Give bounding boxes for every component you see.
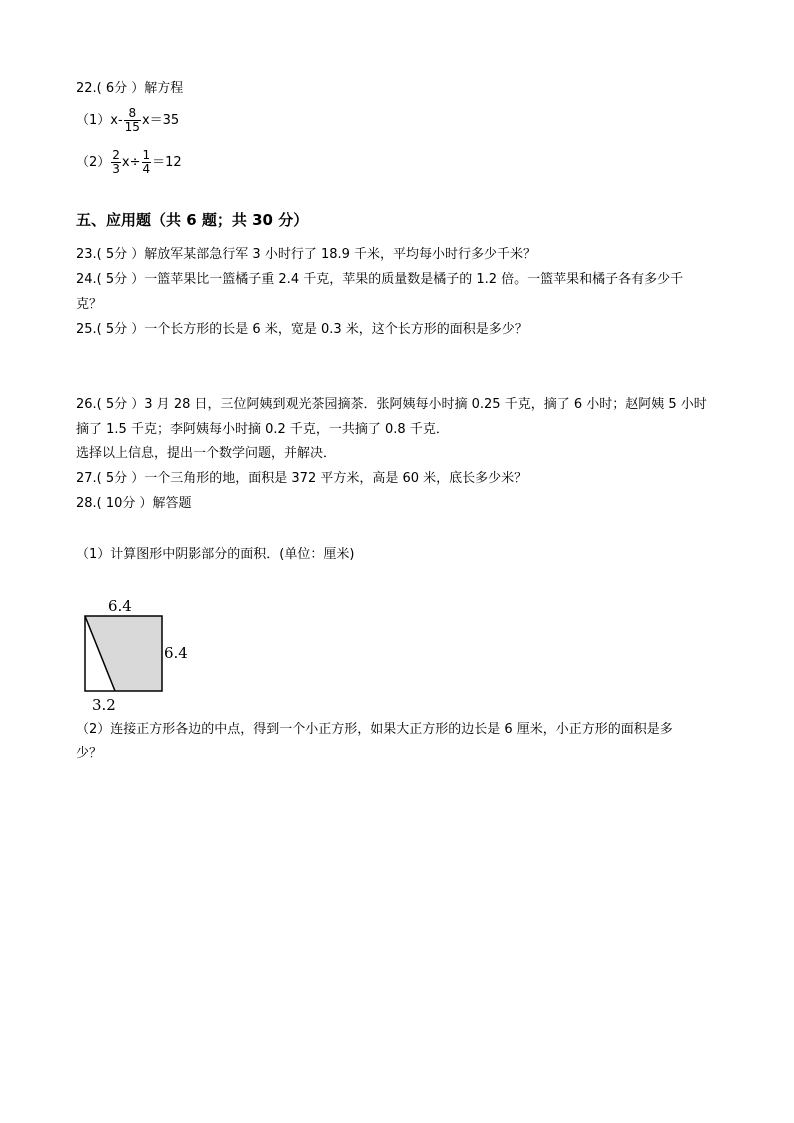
right-side-label: 6.4 <box>164 644 188 662</box>
eq1-label: （1）x- <box>76 113 123 128</box>
q28-part2-text-line2: 少？ <box>76 746 103 761</box>
eq2-label: （2） <box>76 155 111 170</box>
fraction-2-3: $\frac{2}{3}$ <box>112 148 120 176</box>
q28-part2-text-line1: （2）连接正方形各边的中点，得到一个小正方形，如果大正方形的边长是 6 厘米，小正方形的面积是多 <box>76 722 673 737</box>
shaded-region <box>85 616 162 691</box>
q26-text-line1: 26.( 5分 ）3 月 28 日，三位阿姨到观光茶园摘茶．张阿姨每小时摘 0.25 千克，摘了 6 小时；赵阿姨 5 小时 <box>76 397 707 412</box>
bottom-segment-label: 3.2 <box>92 696 116 714</box>
section-5-title: 五、应用题（共 6 题；共 30 分） <box>76 211 309 229</box>
q27-text: 27.( 5分 ）一个三角形的地，面积是 372 平方米，高是 60 米，底长多少米？ <box>76 471 528 486</box>
eq1-tail: x＝35 <box>141 113 180 128</box>
fraction-8-15: $\frac{8}{15}$ <box>124 106 140 134</box>
q23-text: 23.( 5分 ）解放军某部急行军 3 小时行了 18.9 千米，平均每小时行多少千米？ <box>76 247 537 262</box>
q24-text-line1: 24.( 5分 ）一篮苹果比一篮橘子重 2.4 千克，苹果的质量数是橘子的 1.2 倍。一篮苹果和橘子各有多少千 <box>76 272 684 287</box>
q22-heading: 22.( 6分 ）解方程 <box>76 81 184 96</box>
q22-equation-1 <box>76 107 179 134</box>
q28-part1-text: （1）计算图形中阴影部分的面积．(单位：厘米) <box>76 547 355 562</box>
top-side-label: 6.4 <box>108 597 132 615</box>
q24-text-line2: 克？ <box>76 297 103 312</box>
q26-text-line2: 摘了 1.5 千克；李阿姨每小时摘 0.2 千克，一共摘了 0.8 千克． <box>76 422 449 437</box>
eq2-mid: x÷ <box>121 155 141 170</box>
q28-heading: 28.( 10分 ）解答题 <box>76 496 192 511</box>
fraction-1-4: $\frac{1}{4}$ <box>142 148 151 176</box>
eq2-tail: ＝12 <box>152 155 182 170</box>
shaded-area-figure <box>76 592 206 714</box>
q22-equation-2 <box>76 149 182 176</box>
q25-text: 25.( 5分 ）一个长方形的长是 6 米，宽是 0.3 米，这个长方形的面积是多少？ <box>76 322 528 337</box>
q26-text-line3: 选择以上信息，提出一个数学问题，并解决． <box>76 446 337 461</box>
